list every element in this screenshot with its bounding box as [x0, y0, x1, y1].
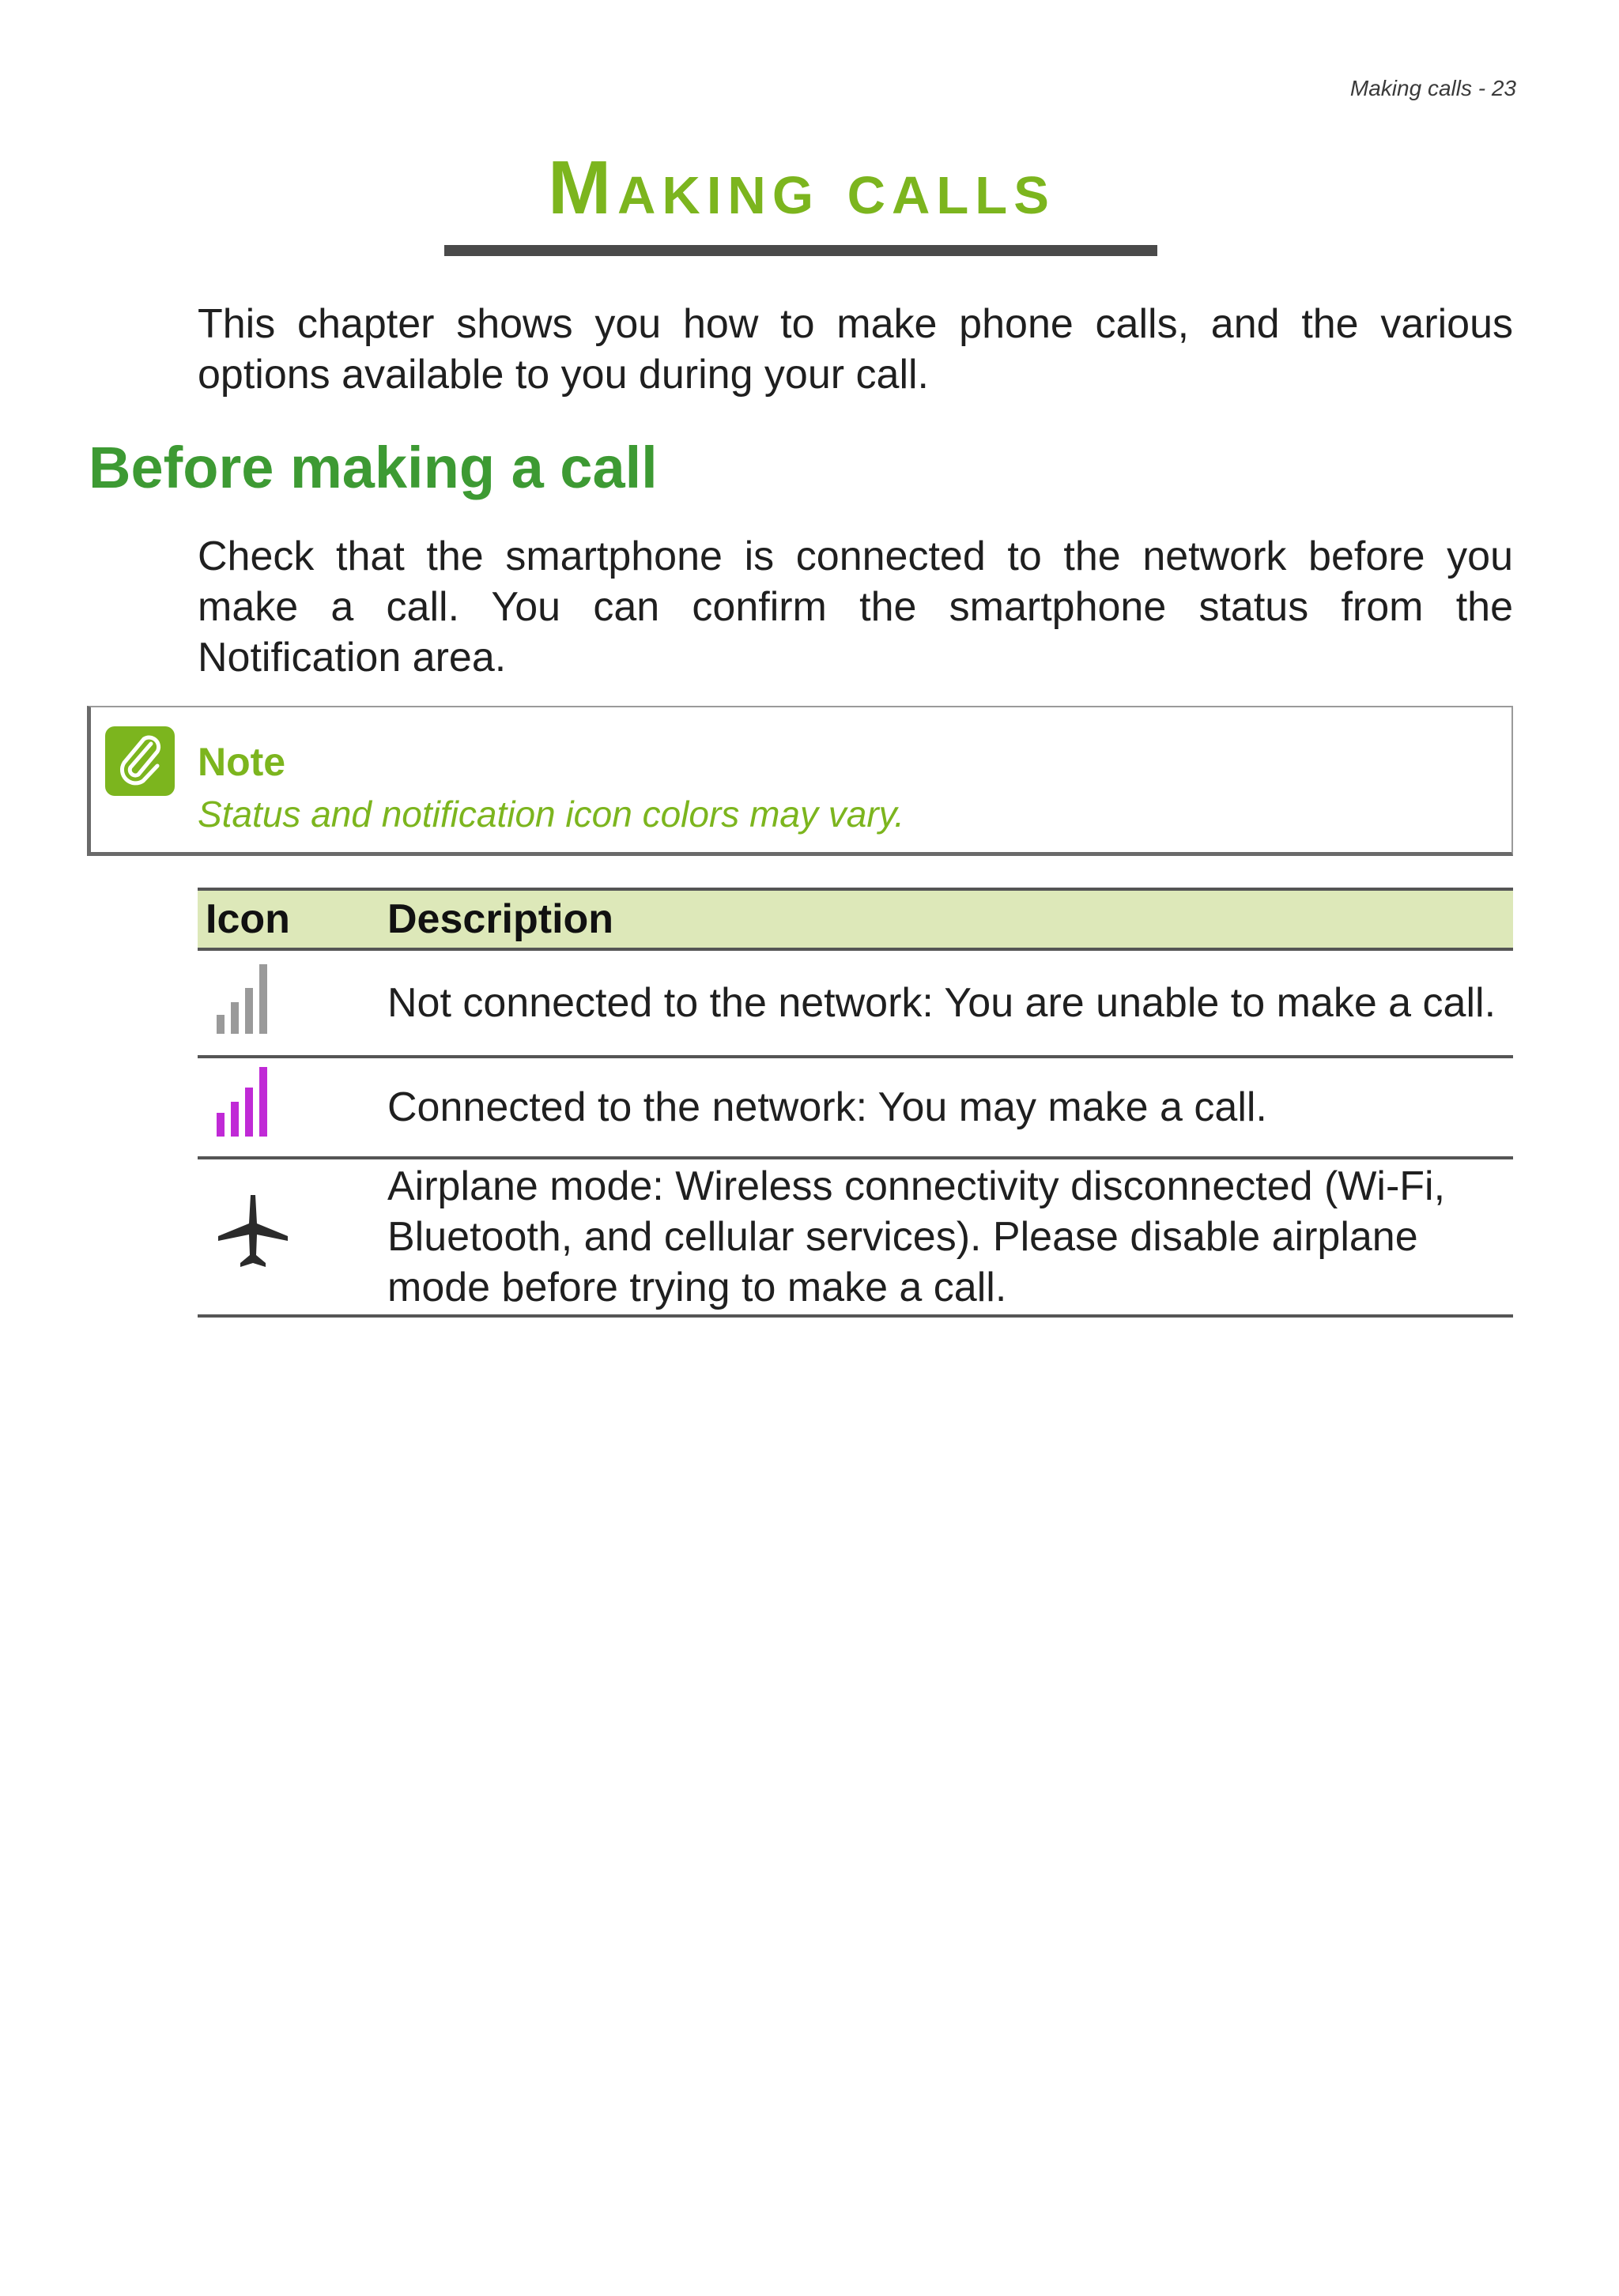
chapter-intro: This chapter shows you how to make phone calls, and the various options available to you during your call.	[198, 301, 1513, 398]
row-description: Not connected to the network: You are unable to make a call.	[379, 949, 1513, 1057]
note-box	[87, 706, 1513, 856]
icon-cell	[198, 1158, 379, 1316]
table-row	[198, 1158, 1513, 1316]
signal-bars-connected-icon	[215, 1064, 278, 1140]
icon-cell	[198, 1057, 379, 1158]
table-header-icon: Icon	[198, 889, 379, 949]
chapter-title-rule	[444, 245, 1157, 256]
airplane-icon	[215, 1192, 291, 1271]
status-icon-table	[198, 888, 1513, 1318]
row-description: Connected to the network: You may make a call.	[379, 1057, 1513, 1158]
note-title: Note	[198, 740, 286, 784]
section-body: Check that the smartphone is connected to the network before you make a call. You can confirm the smartphone status from the Notification area.	[198, 533, 1513, 681]
note-text: Status and notification icon colors may vary.	[198, 794, 905, 835]
row-description: Airplane mode: Wireless connectivity disconnected (Wi-Fi, Bluetooth, and cellular services). Please disable airplane mode before trying to make a call.	[379, 1158, 1513, 1316]
running-header: Making calls - 23	[1349, 76, 1516, 100]
icon-cell	[198, 949, 379, 1057]
signal-bars-disconnected-icon	[215, 959, 278, 1035]
chapter-title: Making calls	[548, 145, 1055, 230]
table-header-description: Description	[379, 889, 1513, 949]
table-header-row	[198, 889, 1513, 949]
table-row	[198, 1057, 1513, 1158]
section-heading: Before making a call	[89, 435, 658, 500]
paperclip-icon	[105, 726, 175, 796]
table-row	[198, 949, 1513, 1057]
